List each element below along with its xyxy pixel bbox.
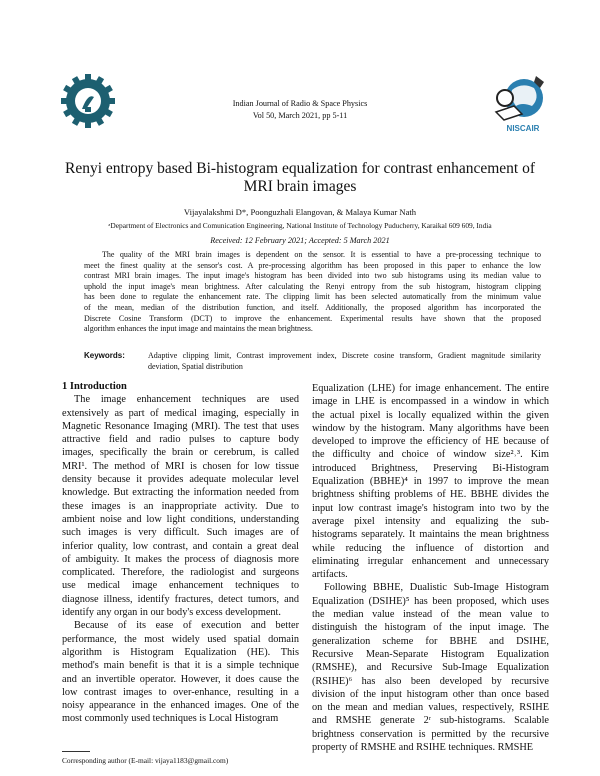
text-line: window by the histogram. Many algorithms have been xyxy=(312,422,549,434)
text-line: identify any organ in our body's excess development. xyxy=(62,607,281,619)
section-heading: 1 Introduction xyxy=(62,381,127,392)
text-line: introduced Brightness, Preserving Bi-Histogram xyxy=(312,462,549,474)
title-line: Renyi entropy based Bi-histogram equalization for contrast enhancement of xyxy=(64,160,536,177)
right-column xyxy=(312,382,549,754)
text-line: while reducing the influence of distortion and xyxy=(312,542,549,554)
text-line: meet the finest quality at the sensor's cost. A pre-processing algorithm has been proposed in this paper to enhance the low xyxy=(84,260,541,270)
received-dates: Received: 12 February 2021; Accepted: 5 March 2021 xyxy=(210,236,390,245)
text-line: input low contrast image's histogram into two by the xyxy=(312,502,549,514)
footnote-divider xyxy=(62,751,90,752)
text-line: attractive field and radio pulses to capture body xyxy=(62,434,299,446)
text-line: performance, the most widely used spatial domain xyxy=(62,633,299,645)
text-line: Discrete Cosine Transform (DCT) to improve the enhancement. Experimental results have shown that the proposed xyxy=(84,313,541,323)
title-line: MRI brain images xyxy=(243,178,357,195)
text-line: The image enhancement techniques are used xyxy=(74,394,299,406)
text-line: on the mean and median values, respectively, RSIHE xyxy=(312,702,549,714)
footnote: Corresponding author (E-mail: vijaya1183@gmail.com) xyxy=(62,756,229,765)
text-line: image in LHE is encompassed in a window in which xyxy=(312,396,549,408)
text-line: Magnetic Resonance Imaging (MRI). The test that uses xyxy=(62,420,299,432)
text-line: ambient noise and low light conditions, understanding xyxy=(62,513,299,525)
text-line: density because it provides adequate molecular level xyxy=(62,474,299,486)
left-column xyxy=(62,380,299,726)
text-line: diagnose illness, identify fractures, detect tumors, and xyxy=(62,593,299,605)
text-line: extensively as part of medical imaging, especially in xyxy=(62,407,299,419)
keywords-text xyxy=(148,350,541,372)
text-line: Equalization (LHE) for image enhancement. The entire xyxy=(312,383,549,394)
journal-name: Indian Journal of Radio & Space Physics xyxy=(232,99,368,108)
text-line: artifacts. xyxy=(312,569,348,581)
text-line: distinguish the histogram of the input image. The xyxy=(312,622,549,634)
text-line: has been done to regulate the enhancement rate. The clipping limit has been selected automatically from the minimum value xyxy=(84,292,541,302)
text-line: images, specifically the brain or cerebrum, is called xyxy=(62,447,299,459)
text-line: noisy appearance in the enhanced images. One of the xyxy=(62,700,299,712)
text-line: the difficulty and choice of window size²˒³. Kim xyxy=(312,449,549,461)
text-line: Equalization (BBHE)⁴ in 1997 to improve the mean xyxy=(312,476,549,488)
text-line: these images is an inappropriate activity. Due to xyxy=(62,500,299,512)
text-line: Adaptive clipping limit, Contrast improvement index, Discrete cosine transform, Gradient magnitude similarity xyxy=(148,351,541,360)
text-line: histograms separately. It maintains the mean brightness xyxy=(312,529,549,541)
journal-header xyxy=(0,98,600,122)
paragraph xyxy=(62,393,299,619)
journal-volume: Vol 50, March 2021, pp 5-11 xyxy=(252,111,348,120)
text-line: the actual pixel is locally equalized within the given xyxy=(312,409,549,421)
keywords-label: Keywords: xyxy=(84,351,125,360)
text-line: uphold the input image's mean brightness. After calculating the Renyi entropy from the sub histogram, histogram clipping xyxy=(84,281,541,291)
text-line: Because of its ease of execution and better xyxy=(74,620,299,632)
text-line: Following BBHE, Dualistic Sub-Image Histogram xyxy=(324,582,549,594)
text-line: property of RMSHE and RSIHE techniques. RMSHE xyxy=(312,742,534,754)
text-line: brightness shifting problems of HE. BBHE divides the xyxy=(312,489,549,501)
text-line: the median value instead of the mean value to xyxy=(312,609,549,621)
text-line: and RMSHE generate 2ʳ sub-histograms. Scalable xyxy=(312,715,549,727)
text-line: (RMSHE), and Recursive Sub-Image Equalization xyxy=(312,662,549,674)
text-line: brightness conservation is permitted by the recursive xyxy=(312,728,549,740)
text-line: contrast MRI brain images. The input image's histogram has been divided into two sub histograms using its median value to xyxy=(84,271,541,281)
text-line: eliminating irregular enhancement and unnecessary xyxy=(312,555,549,567)
text-line: low contrast images to over-enhance, resulting in a xyxy=(62,686,299,698)
text-line: Equalization (DSIHE)⁵ has been proposed, which uses xyxy=(312,595,549,607)
text-line: inferior quality, low contrast, and contain a great deal xyxy=(62,540,299,552)
text-line: of the mean, median of the distribution function, and itself. Additionally, the proposed algorithm has incorporated the xyxy=(84,302,541,312)
text-line: complicated. Therefore, the radiologist and surgeons xyxy=(62,567,299,579)
text-line: algorithm enhances the input image and maintains the mean brightness. xyxy=(84,324,313,334)
text-line: developed to improve the efficiency of HE because of xyxy=(312,436,549,448)
text-line: and an invertible operator. However, it does cause the xyxy=(62,673,299,685)
text-line: (RSIHE)⁶ has also been developed by recursive xyxy=(312,675,549,687)
text-line: of ambiguity. It makes the process of diagnosis more xyxy=(62,553,299,565)
paper-title xyxy=(0,160,600,196)
text-line: most commonly used techniques is Local Histogram xyxy=(62,713,279,725)
paragraph xyxy=(312,581,549,754)
niscair-logo-text: NISCAIR xyxy=(506,124,540,133)
abstract xyxy=(84,250,541,335)
text-line: average pixel intensity and equalizing the sub- xyxy=(312,515,549,527)
text-line: such images is very difficult. Such images are of xyxy=(62,527,299,539)
affiliation: ᵃDepartment of Electronics and Comunication Engineering, National Institute of Technology Puducherry, Karaikal 609 609, India xyxy=(108,221,492,230)
paragraph xyxy=(312,382,549,581)
paragraph xyxy=(62,619,299,725)
text-line: use medical image enhancement techniques to xyxy=(62,580,299,592)
text-line: Recursive Mean-Separate Histogram Equalization xyxy=(312,648,549,660)
text-line: knowledge. But extracting the information needed from xyxy=(62,487,299,499)
text-line: division of the input histogram other than once based xyxy=(312,688,549,700)
text-line: generalization scheme for BBHE and DSIHE, xyxy=(312,635,549,647)
text-line: method's main benefit is that it is a simple technique xyxy=(62,660,299,672)
text-line: The quality of the MRI brain images is dependent on the sensor. It is essential to have a pre-processing technique to xyxy=(102,250,541,259)
text-line: MRI¹. The method of MRI is chosen for low tissue xyxy=(62,460,299,472)
text-line: deviation, Spatial distribution xyxy=(148,362,243,371)
text-line: algorithm is Histogram Equalization (HE). This xyxy=(62,646,299,658)
authors: Vijayalakshmi D*, Poonguzhali Elangovan, & Malaya Kumar Nath xyxy=(183,207,417,217)
